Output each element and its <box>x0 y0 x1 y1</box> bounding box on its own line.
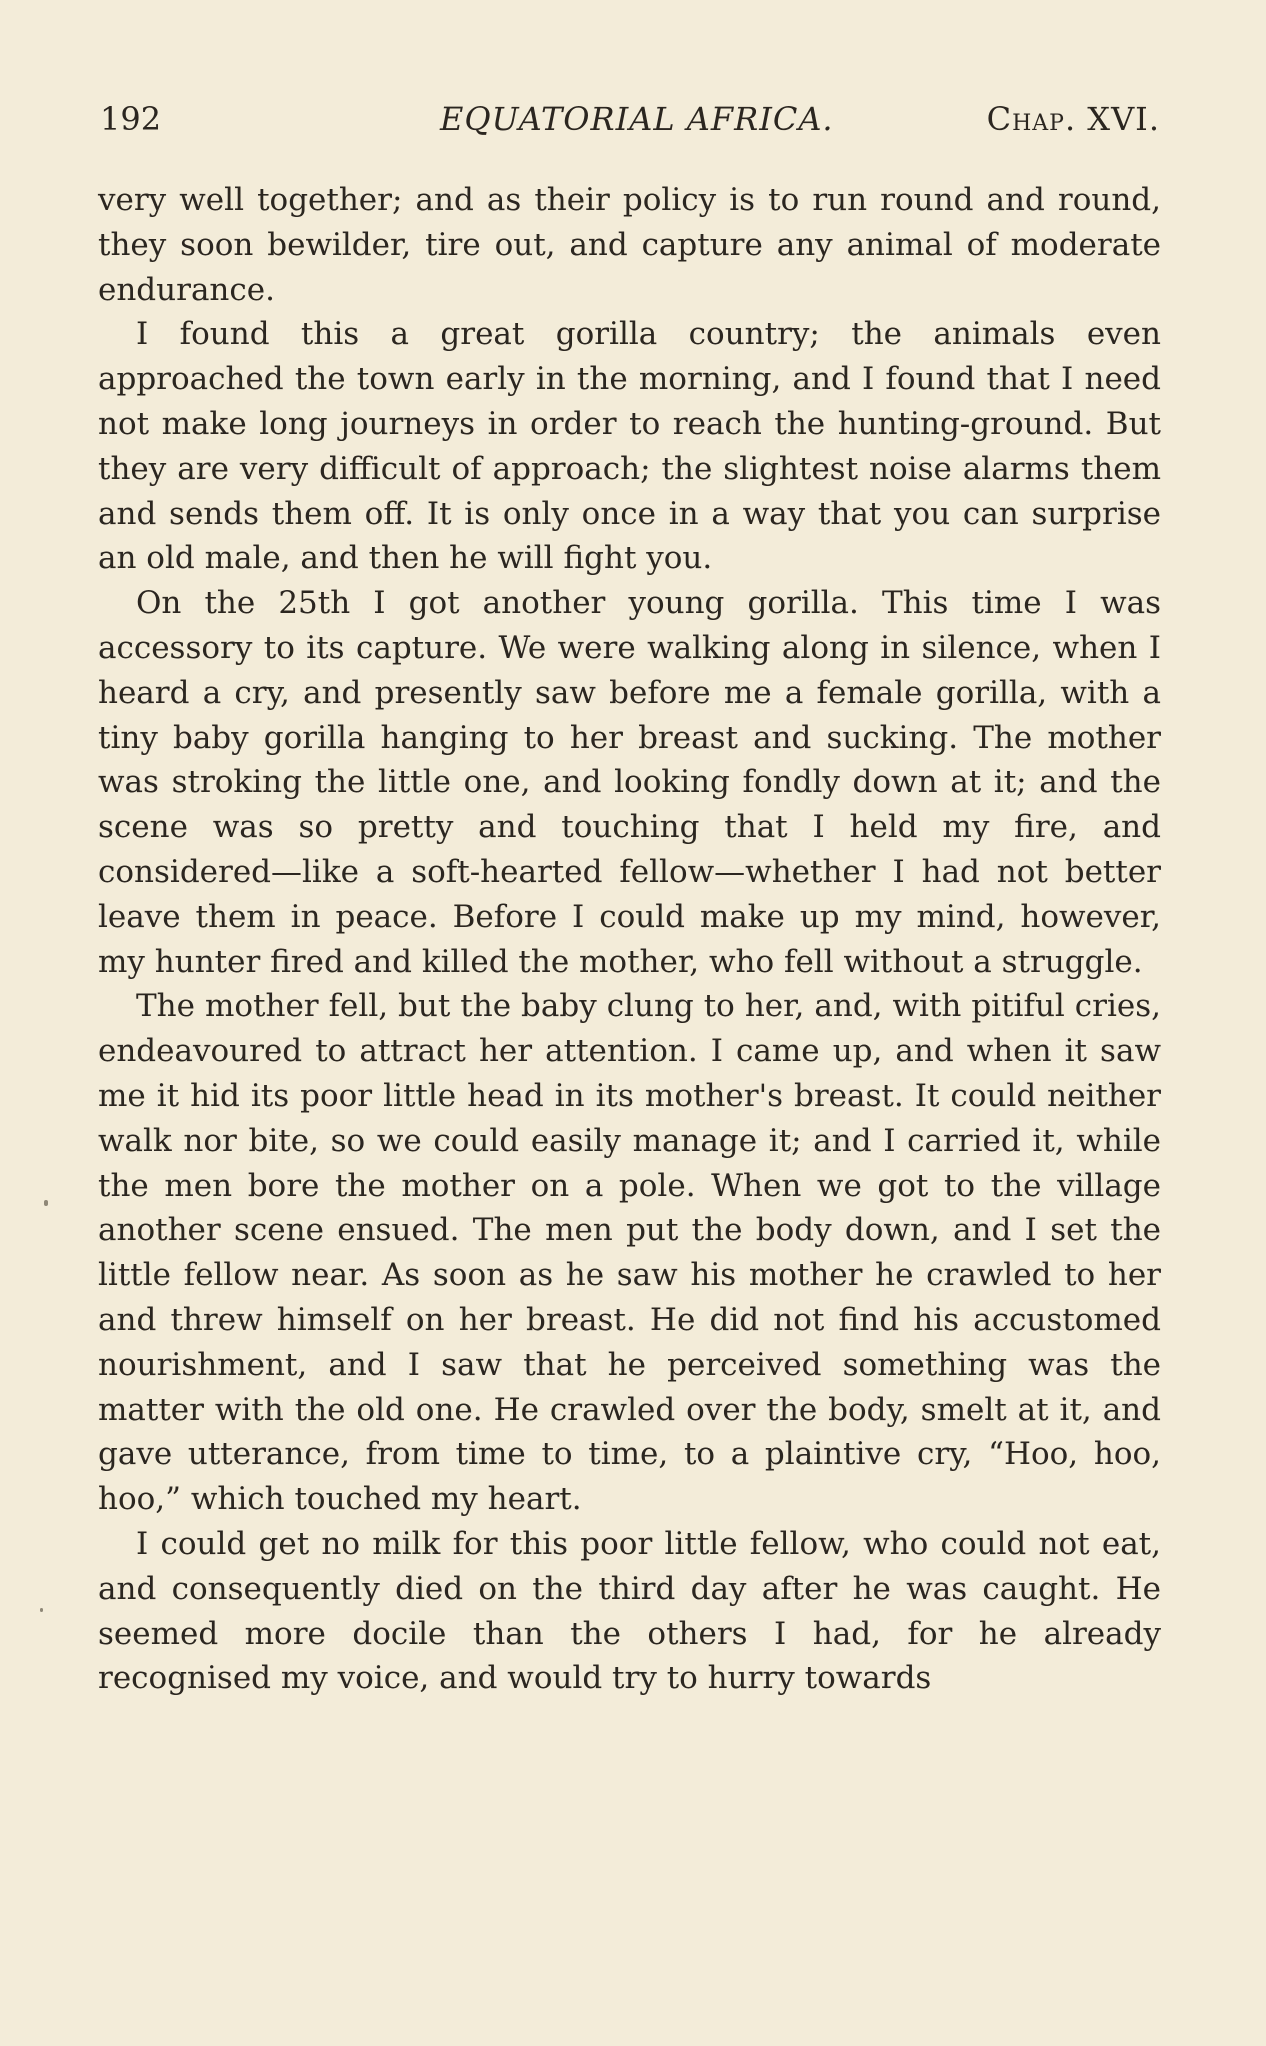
running-header <box>100 100 1160 148</box>
running-title: EQUATORIAL AFRICA. <box>440 100 834 138</box>
chapter-label: Chap. XVI. <box>986 100 1160 138</box>
paper-speck <box>44 1200 48 1206</box>
paragraph-continued: very well together; and as their policy is to run round and round, they soon bewilder, tire out, and capture any animal of moderate endurance. <box>98 182 1161 308</box>
body-text <box>98 178 1161 1701</box>
paragraph: The mother fell, but the baby clung to her, and, with pitiful cries, endeavoured to attract her attention. I came up, and when it saw me it hid its poor little head in its mother's breast. It could neither walk nor bite, so we could easily manage it; and I carried it, while the men bore the mother on a pole. When we got to the village another scene ensued. The men put the body down, and I set the little fellow near. As soon as he saw his mother he crawled to her and threw himself on her breast. He did not find his accustomed nourishment, and I saw that he perceived something was the matter with the old one. He crawled over the body, smelt at it, and gave utterance, from time to time, to a plaintive cry, “Hoo, hoo, hoo,” which touched my heart. <box>98 988 1161 1518</box>
paragraph: I could get no milk for this poor little fellow, who could not eat, and consequently died on the third day after he was caught. He seemed more docile than the others I had, for he already recognised my voice, and would try to hurry towards <box>98 1525 1161 1697</box>
paragraph: On the 25th I got another young gorilla. This time I was accessory to its capture. We were walking along in silence, when I heard a cry, and presently saw before me a female gorilla, with a tiny baby gorilla hanging to her breast and sucking. The mother was stroking the little one, and looking fondly down at it; and the scene was so pretty and touching that I held my fire, and considered—like a soft-hearted fellow—whether I had not better leave them in peace. Before I could make up my mind, however, my hunter fired and killed the mother, who fell without a struggle. <box>98 585 1161 980</box>
page-number: 192 <box>100 100 162 138</box>
paper-speck <box>40 1608 43 1612</box>
paragraph: I found this a great gorilla country; the animals even approached the town early in the morning, and I found that I need not make long journeys in order to reach the hunting-ground. But they are very difficult of approach; the slightest noise alarms them and sends them off. It is only once in a way that you can surprise an old male, and then he will fight you. <box>98 316 1161 577</box>
